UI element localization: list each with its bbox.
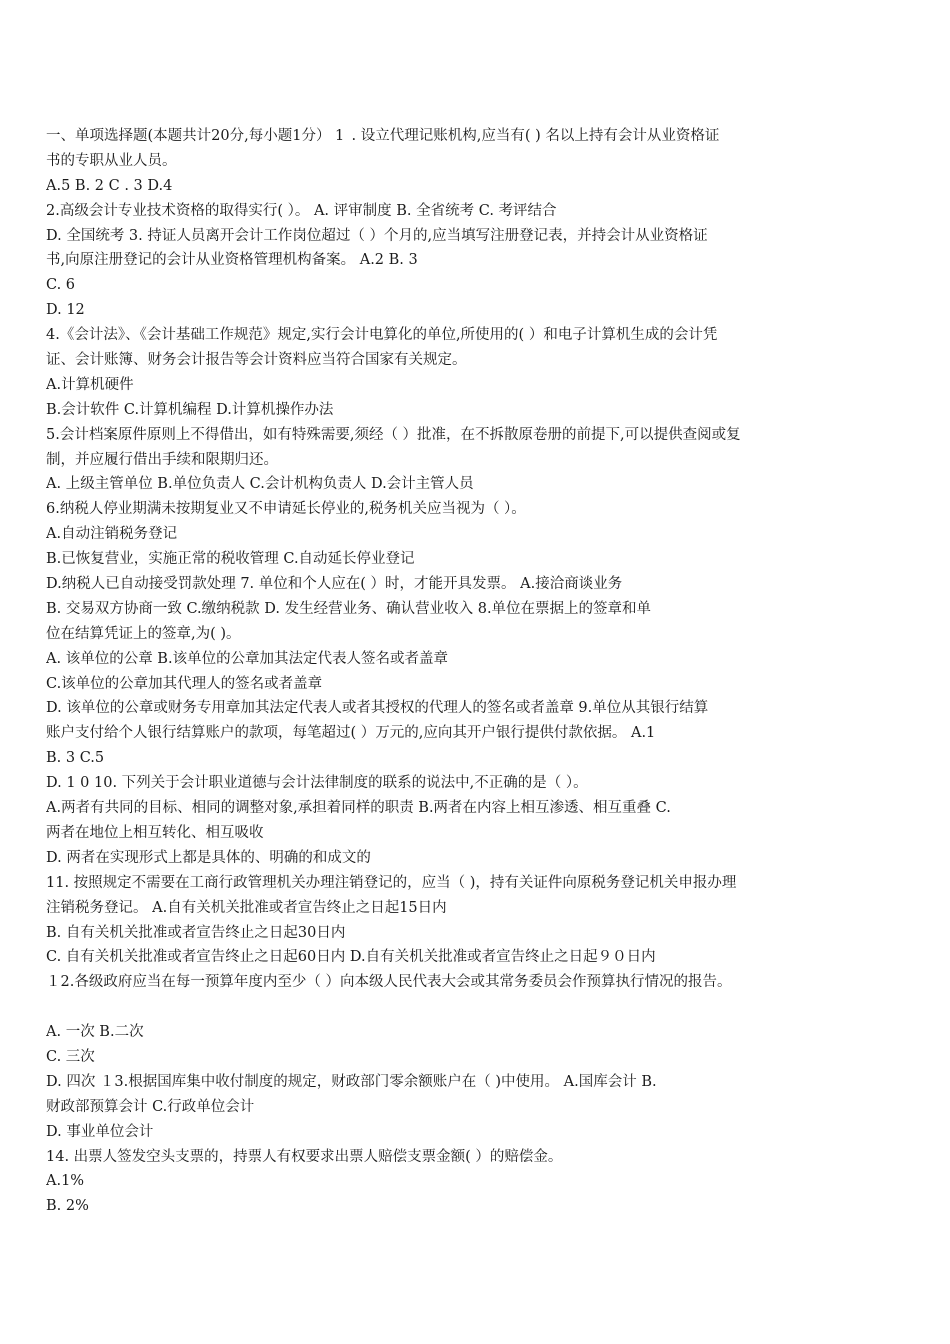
options-line: B.会计软件 C.计算机编程 D.计算机操作办法 — [46, 401, 334, 418]
options-line: A. 该单位的公章 B.该单位的公章加其法定代表人签名或者盖章 — [46, 650, 449, 667]
text-line: 制，并应履行借出手续和限期归还。 — [46, 451, 278, 468]
options-line: C. 自有关机关批准或者宣告终止之日起60日内 D.自有关机关批准或者宣告终止之日起９０日内 — [46, 949, 656, 966]
question-line: D.纳税人已自动接受罚款处理 7. 单位和个人应在( ）时，才能开具发票。 A.接洽商谈业务 — [46, 576, 623, 593]
text-line: 书的专职从业人员。 — [46, 152, 177, 169]
text-line: 注销税务登记。 A.自有关机关批准或者宣告终止之日起15日内 — [46, 899, 447, 916]
option-line: A.计算机硬件 — [46, 376, 134, 393]
option-line: B. 自有关机关批准或者宣告终止之日起30日内 — [46, 924, 346, 941]
option-line: C. 6 — [46, 277, 76, 294]
text-line: 书,向原注册登记的会计从业资格管理机构备案。 A.2 B. 3 — [46, 252, 418, 269]
question-line: 14. 出票人签发空头支票的，持票人有权要求出票人赔偿支票金额( ）的赔偿金。 — [46, 1148, 563, 1165]
options-line: A.两者有共同的目标、相同的调整对象,承担着同样的职责 B.两者在内容上相互渗透、相互重叠 C. — [46, 800, 671, 817]
options-line: 财政部预算会计 C.行政单位会计 — [46, 1098, 255, 1115]
options-line: A.5 B. 2 C . 3 D.4 — [46, 177, 173, 194]
option-line: A.自动注销税务登记 — [46, 526, 178, 543]
option-line: A.1% — [46, 1173, 85, 1190]
question-line: D. 全国统考 3. 持证人员离开会计工作岗位超过（ ）个月的,应当填写注册登记表，并持会计从业资格证 — [46, 227, 708, 244]
option-line: D. 12 — [46, 302, 85, 319]
question-line: 2.高级会计专业技术资格的取得实行( ）。 A. 评审制度 B. 全省统考 C. 考评结合 — [46, 202, 557, 219]
question-line: 11. 按照规定不需要在工商行政管理机关办理注销登记的，应当（ )，持有关证件向原税务登记机关申报办理 — [46, 874, 737, 891]
section-heading-question-1: 一、单项选择题(本题共计20分,每小题1分） 1 . 设立代理记账机构,应当有( ) 名以上持有会计从业资格证 — [46, 128, 720, 144]
option-line: D. 两者在实现形式上都是具体的、明确的和成文的 — [46, 849, 371, 866]
option-line: C. 三次 — [46, 1048, 95, 1065]
question-line: 5.会计档案原件原则上不得借出，如有特殊需要,须经（ ）批准，在不拆散原卷册的前提下,可以提供查阅或复 — [46, 426, 741, 443]
question-line: １2.各级政府应当在每一预算年度内至少（ ）向本级人民代表大会或其常务委员会作预算执行情况的报告。 — [46, 974, 732, 991]
document-body — [46, 124, 866, 1219]
option-line: C.该单位的公章加其代理人的签名或者盖章 — [46, 675, 323, 692]
option-line: B. 2% — [46, 1198, 89, 1215]
options-line: B.已恢复营业，实施正常的税收管理 C.自动延长停业登记 — [46, 551, 415, 568]
text-line: 位在结算凭证上的签章,为( )。 — [46, 625, 241, 642]
question-line: B. 交易双方协商一致 C.缴纳税款 D. 发生经营业务、确认营业收入 8.单位在票据上的签章和单 — [46, 600, 652, 617]
blank-line — [46, 995, 866, 1020]
options-line: B. 3 C.5 — [46, 750, 105, 767]
options-line: A. 一次 B.二次 — [46, 1024, 144, 1041]
question-line: D. 该单位的公章或财务专用章加其法定代表人或者其授权的代理人的签名或者盖章 9.单位从其银行结算 — [46, 700, 709, 717]
option-line: D. 事业单位会计 — [46, 1123, 154, 1140]
text-line: 账户支付给个人银行结算账户的款项，每笔超过( ）万元的,应向其开户银行提供付款依据。 A.1 — [46, 725, 656, 742]
text-line: 两者在地位上相互转化、相互吸收 — [46, 824, 264, 841]
question-line: D. 四次 １3.根据国库集中收付制度的规定，财政部门零余额账户在（ )中使用。 A.国库会计 B. — [46, 1073, 657, 1090]
question-line: 4.《会计法》、《会计基础工作规范》规定,实行会计电算化的单位,所使用的( ）和电子计算机生成的会计凭 — [46, 327, 718, 344]
options-line: A. 上级主管单位 B.单位负责人 C.会计机构负责人 D.会计主管人员 — [46, 476, 474, 493]
question-line: D. 1 0 10. 下列关于会计职业道德与会计法律制度的联系的说法中,不正确的是（ ）。 — [46, 775, 588, 792]
question-line: 6.纳税人停业期满未按期复业又不申请延长停业的,税务机关应当视为（ ）。 — [46, 501, 526, 518]
text-line: 证、会计账簿、财务会计报告等会计资料应当符合国家有关规定。 — [46, 352, 467, 369]
